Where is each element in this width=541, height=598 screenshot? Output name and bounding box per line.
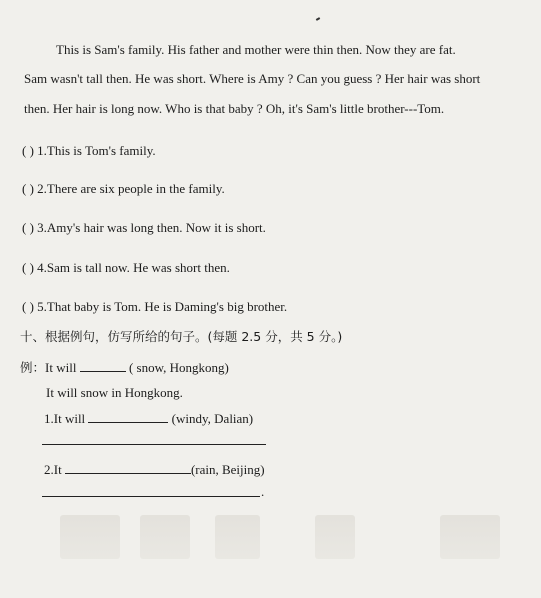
passage-line-1: This is Sam's family. His father and mother were thin then. Now they are fat.: [56, 42, 456, 57]
item-2-prefix: 2.It: [44, 462, 62, 477]
bleed-through-block: [140, 515, 190, 559]
question-text: 4.Sam is tall now. He was short then.: [37, 260, 230, 275]
question-3: [22, 220, 266, 236]
bleed-through-block: [315, 515, 355, 559]
answer-bracket[interactable]: ( ): [22, 260, 34, 275]
bleed-through-block: [440, 515, 500, 559]
passage-line-2: Sam wasn't tall then. He was short. Where is Amy ? Can you guess ? Her hair was short: [24, 71, 481, 86]
item-2-period: .: [261, 484, 265, 499]
question-5: [22, 299, 287, 315]
answer-bracket[interactable]: ( ): [22, 181, 34, 196]
example-prefix: It will: [45, 360, 77, 375]
pen-mark: [316, 17, 320, 21]
passage-line-3: then. Her hair is long now. Who is that baby ? Oh, it's Sam's little brother---Tom.: [24, 101, 445, 116]
section-heading: 十、根据例句，仿写所给的句子。(每题 2.5 分，共 5 分。): [20, 329, 343, 344]
example-line: [20, 358, 229, 376]
answer-bracket[interactable]: ( ): [22, 143, 34, 158]
item-1-answer-line[interactable]: [42, 444, 266, 445]
bleed-through-block: [215, 515, 260, 559]
item-1-hint: (windy, Dalian): [171, 411, 254, 426]
item-2-answer-line[interactable]: [42, 496, 260, 497]
item-1-blank[interactable]: [88, 410, 168, 423]
example-hint: ( snow, Hongkong): [128, 360, 229, 375]
question-text: 5.That baby is Tom. He is Daming's big brother.: [37, 299, 288, 314]
example-blank: [80, 359, 126, 372]
question-text: 2.There are six people in the family.: [37, 181, 225, 196]
question-4: [22, 260, 230, 276]
answer-bracket[interactable]: ( ): [22, 220, 34, 235]
item-1-prefix: 1.It will: [44, 411, 86, 426]
item-2-blank[interactable]: [65, 461, 191, 474]
question-text: 3.Amy's hair was long then. Now it is short.: [37, 220, 266, 235]
example-answer: It will snow in Hongkong.: [46, 385, 183, 400]
item-2-hint: (rain, Beijing): [190, 462, 265, 477]
question-2: [22, 181, 225, 197]
question-text: 1.This is Tom's family.: [37, 143, 156, 158]
question-1: [22, 143, 156, 159]
answer-bracket[interactable]: ( ): [22, 299, 34, 314]
example-label: 例：: [20, 360, 46, 375]
item-2-line: [44, 461, 265, 478]
item-1-line: [44, 410, 253, 427]
bleed-through-block: [60, 515, 120, 559]
